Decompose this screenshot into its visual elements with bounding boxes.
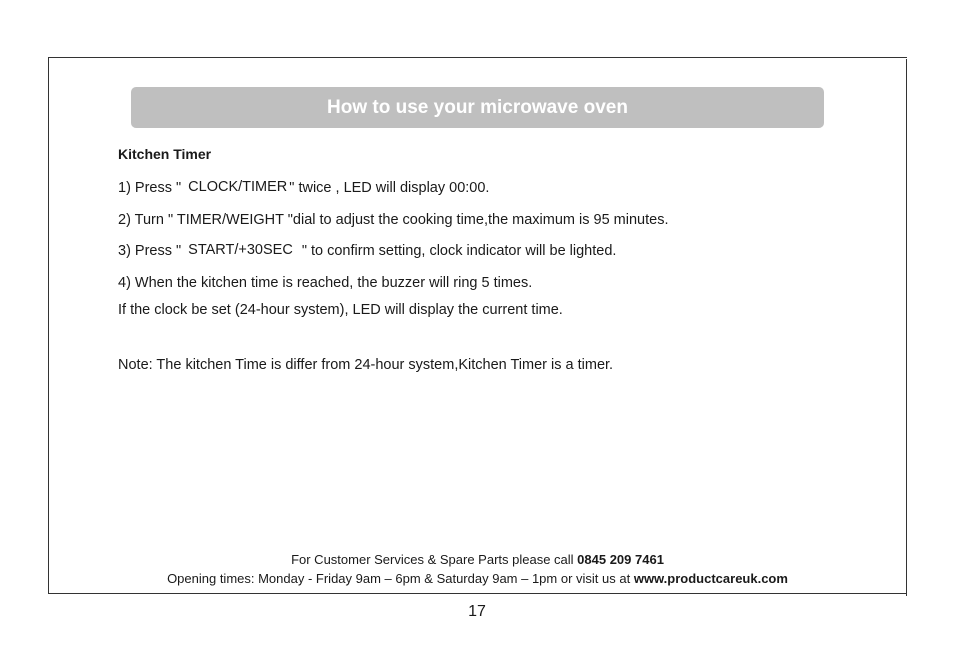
page-number: 17 — [468, 603, 486, 620]
step-3-key: START/+30SEC — [188, 242, 293, 258]
footer-phone: 0845 209 7461 — [577, 552, 664, 567]
footer-website: www.productcareuk.com — [633, 571, 788, 586]
step-3-suffix: " to confirm setting, clock indicator will be lighted. — [301, 243, 617, 259]
banner-title: How to use your microwave oven — [327, 96, 628, 118]
section-banner — [131, 87, 824, 128]
footer-hours-text: Opening times: Monday - Friday 9am – 6pm & Saturday 9am – 1pm or visit us at — [167, 571, 634, 586]
footer-services — [48, 552, 907, 567]
footer-services-text: For Customer Services & Spare Parts please call — [291, 552, 578, 567]
instruction-step-1 — [118, 180, 489, 196]
timer-note: Note: The kitchen Time is differ from 24-hour system,Kitchen Timer is a timer. — [118, 357, 614, 373]
page-border-right — [906, 59, 907, 596]
instruction-step-2: 2) Turn " TIMER/WEIGHT "dial to adjust the cooking time,the maximum is 95 minutes. — [118, 212, 669, 228]
step-1-suffix: " twice , LED will display 00:00. — [289, 180, 490, 196]
section-title: Kitchen Timer — [118, 146, 212, 162]
footer-hours — [48, 571, 907, 586]
step-3-prefix: 3) Press " — [118, 243, 182, 259]
clock-note: If the clock be set (24-hour system), LED will display the current time. — [118, 302, 563, 318]
instruction-step-3 — [118, 243, 616, 259]
step-1-key: CLOCK/TIMER — [188, 179, 288, 195]
page-border — [48, 57, 907, 594]
instruction-step-4: 4) When the kitchen time is reached, the buzzer will ring 5 times. — [118, 275, 533, 291]
step-1-prefix: 1) Press " — [118, 180, 182, 196]
